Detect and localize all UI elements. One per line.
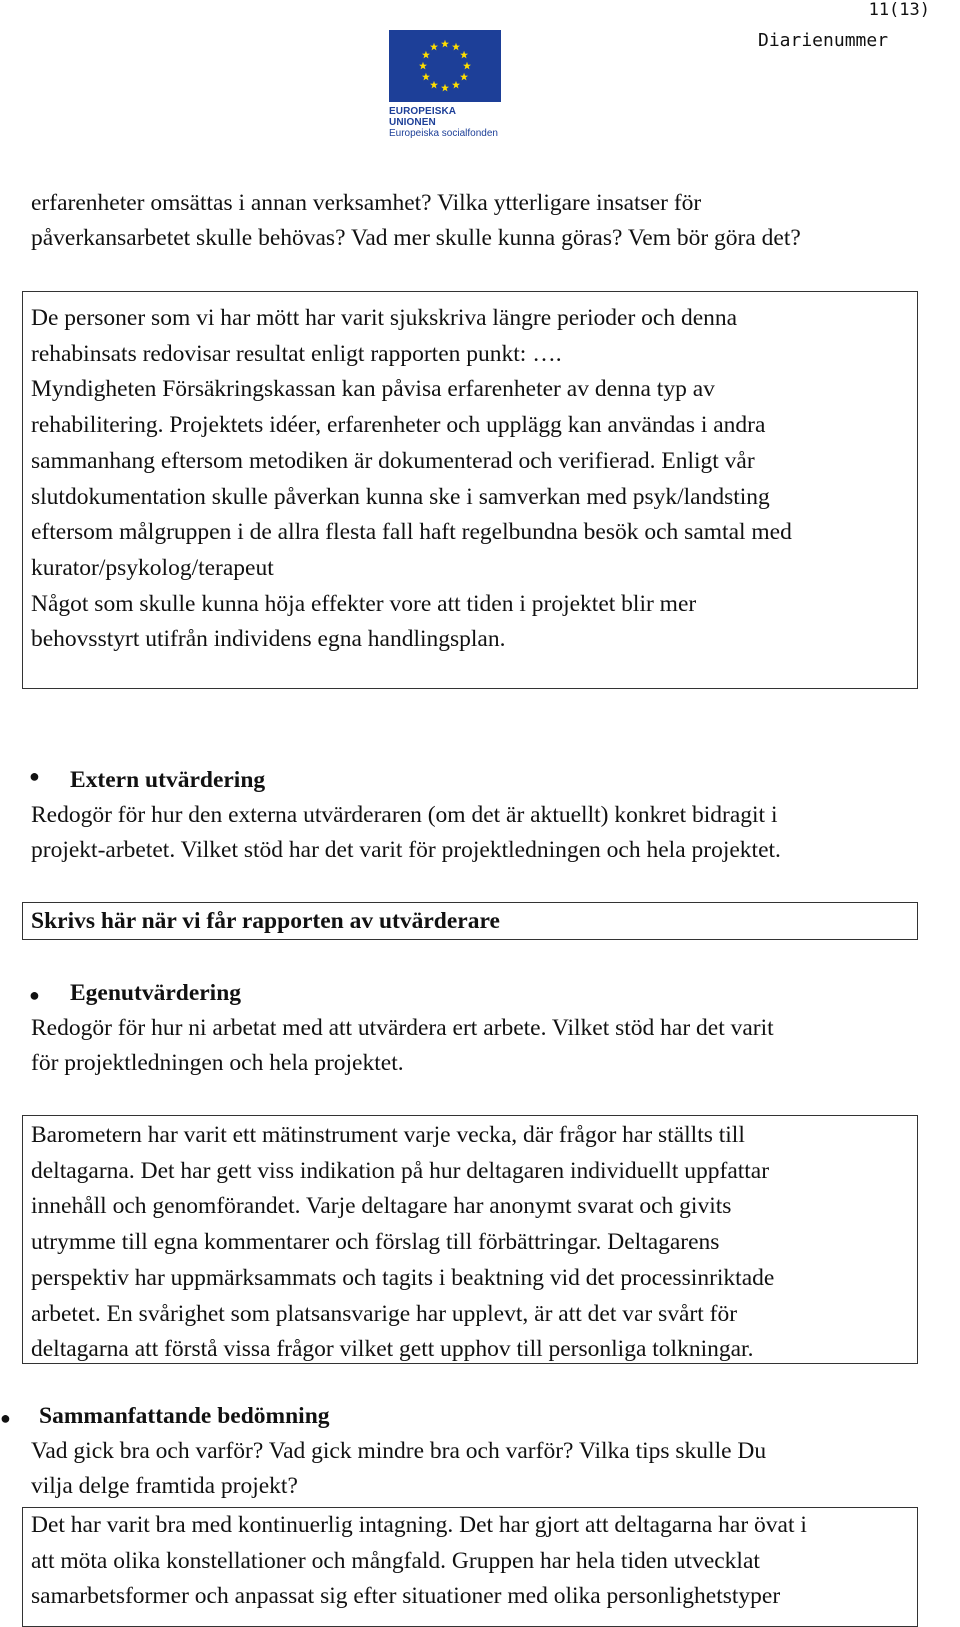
box1-line: behovsstyrt utifrån individens egna handlingsplan. [31,626,506,653]
bullet-icon: ● [29,985,40,1005]
samman-line-1: Vad gick bra och varför? Vad gick mindre bra och varför? Vilka tips skulle Du [31,1438,767,1464]
heading-egen: Egenutvärdering [70,980,242,1006]
bullet-icon: ● [29,766,40,786]
box1-line: rehabinsats redovisar resultat enligt rapporten punkt: …. [31,340,562,367]
heading-samman: Sammanfattande bedömning [39,1403,330,1429]
intro-line-2: påverkansarbetet skulle behövas? Vad mer skulle kunna göras? Vem bör göra det? [31,225,801,251]
answer-box-samman [22,1507,918,1627]
extern-line-2: projekt-arbetet. Vilket stöd har det varit för projektledningen och hela projektet. [31,837,781,863]
box1-line: sammanhang eftersom metodiken är dokumenterad och verifierad. Enligt vår [31,447,755,474]
answer-box-extern [22,902,918,940]
egen-box-line: perspektiv har uppmärksammats och tagits i beaktning vid det processinriktade [31,1264,775,1291]
diarienummer-label: Diarienummer [758,30,889,51]
heading-extern: Extern utvärdering [70,767,266,793]
egen-line-2: för projektledningen och hela projektet. [31,1050,404,1076]
bullet-icon: ● [0,1408,11,1428]
egen-box-line: deltagarna att förstå vissa frågor vilket gett upphov till personliga tolkningar. [31,1336,754,1363]
eu-flag-icon [389,30,501,102]
box1-line: eftersom målgruppen i de allra flesta fall haft regelbundna besök och samtal med [31,519,792,546]
extern-box-text: Skrivs här när vi får rapporten av utvärderare [31,908,500,934]
logo-text-fund: Europeiska socialfonden [389,128,498,139]
samman-box-line: Det har varit bra med kontinuerlig intagning. Det har gjort att deltagarna har övat i [31,1512,807,1538]
egen-line-1: Redogör för hur ni arbetat med att utvärdera ert arbete. Vilket stöd har det varit [31,1015,774,1041]
extern-line-1: Redogör för hur den externa utvärderaren (om det är aktuellt) konkret bidragit i [31,802,778,828]
box1-line: slutdokumentation skulle påverkan kunna ske i samverkan med psyk/landsting [31,483,770,510]
logo-text-union: EUROPEISKA UNIONEN [389,106,456,128]
answer-box-1 [22,291,918,689]
page-number: 11(13) [868,0,930,20]
box1-line: Något som skulle kunna höja effekter vore att tiden i projektet blir mer [31,590,697,617]
eu-logo [389,30,501,139]
egen-box-line: deltagarna. Det har gett viss indikation på hur deltagaren individuellt uppfattar [31,1157,770,1184]
box1-line: Myndigheten Försäkringskassan kan påvisa erfarenheter av denna typ av [31,376,715,403]
samman-line-2: vilja delge framtida projekt? [31,1473,298,1499]
intro-line-1: erfarenheter omsättas i annan verksamhet? Vilka ytterligare insatser för [31,190,702,216]
egen-box-line: utrymme till egna kommentarer och förslag till förbättringar. Deltagarens [31,1229,720,1256]
answer-box-egen [22,1115,918,1364]
egen-box-line: innehåll och genomförandet. Varje deltagare har anonymt svarat och givits [31,1193,732,1220]
box1-line: kurator/psykolog/terapeut [31,554,274,581]
box1-line: De personer som vi har mött har varit sjukskriva längre perioder och denna [31,305,738,331]
samman-box-line: samarbetsformer och anpassat sig efter situationer med olika personlighetstyper [31,1583,781,1610]
box1-line: rehabilitering. Projektets idéer, erfarenheter och upplägg kan användas i andra [31,412,766,439]
egen-box-line: Barometern har varit ett mätinstrument varje vecka, där frågor har ställts till [31,1122,745,1148]
egen-box-line: arbetet. En svårighet som platsansvarige har upplevt, är att det var svårt för [31,1300,738,1327]
samman-box-line: att möta olika konstellationer och mångfald. Gruppen har hela tiden utvecklat [31,1547,760,1574]
